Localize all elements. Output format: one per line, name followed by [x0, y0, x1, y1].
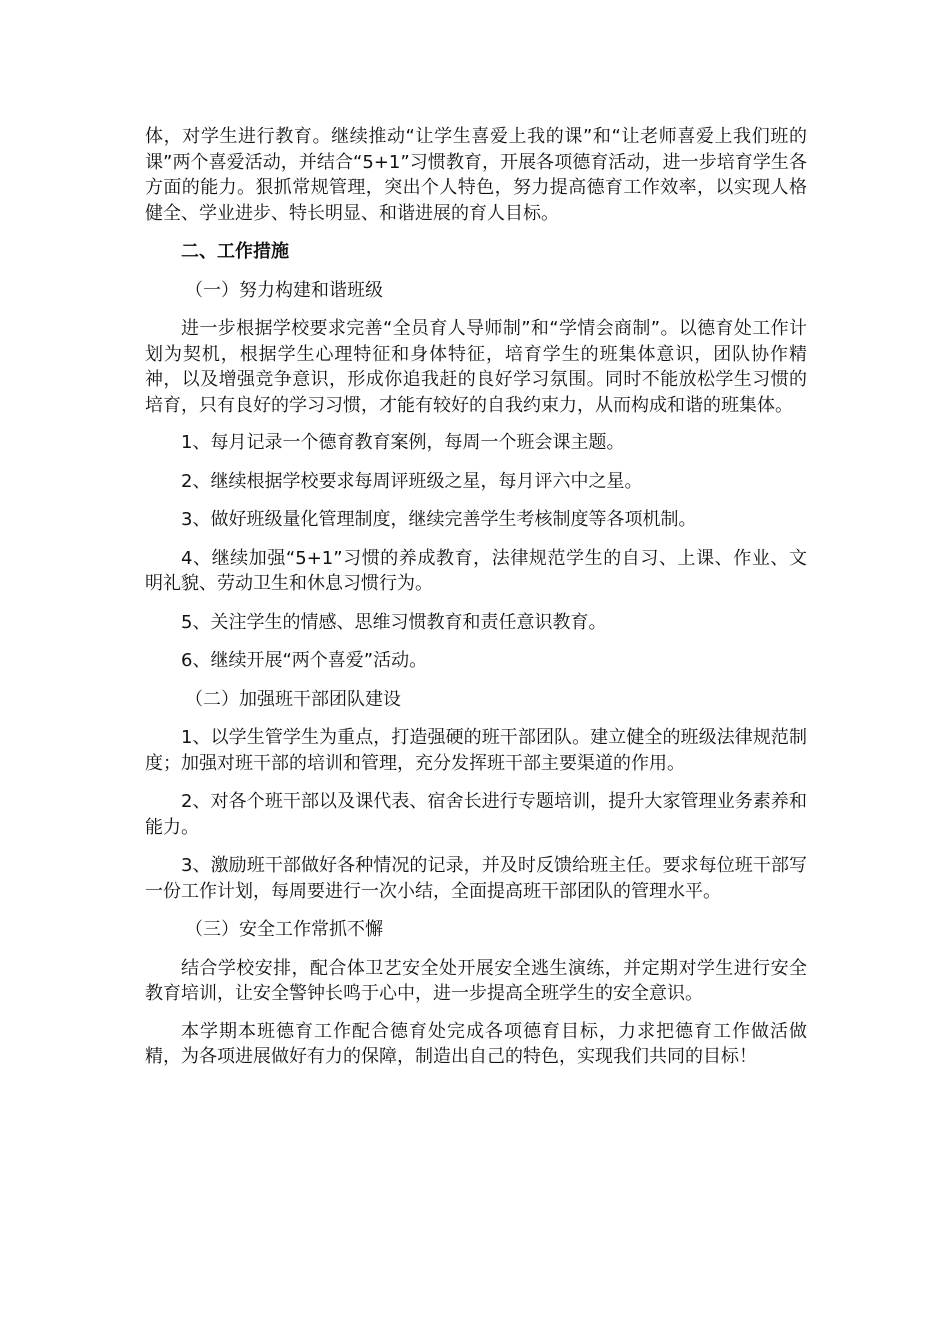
list-item: 2、对各个班干部以及课代表、宿舍长进行专题培训，提升大家管理业务素养和能力。	[145, 791, 807, 838]
list-item: 5、关注学生的情感、思维习惯教育和责任意识教育。	[181, 611, 607, 633]
subsection-1-paragraph: 进一步根据学校要求完善“全员育人导师制”和“学情会商制”。以德育处工作计划为契机，根据学生心理特征和身体特征，培育学生的班集体意识，团队协作精神，以及增强竞争意识，形成你追我赶的良好学习氛围。同时不能放松学生习惯的培育，只有良好的学习习惯，才能有较好的自我约束力，从而构成和谐的班集体。	[145, 318, 807, 416]
subsection-title-3: （三）安全工作常抓不懈	[185, 919, 383, 940]
list-item: 3、激励班干部做好各种情况的记录，并及时反馈给班主任。要求每位班干部写一份工作计划，每周要进行一次小结，全面提高班干部团队的管理水平。	[145, 855, 807, 902]
list-item: 2、继续根据学校要求每周评班级之星，每月评六中之星。	[181, 470, 643, 492]
list-item: 4、继续加强“5+1”习惯的养成教育，法律规范学生的自习、上课、作业、文明礼貌、劳动卫生和休息习惯行为。	[145, 547, 807, 594]
section-title: 二、工作措施	[181, 241, 289, 262]
subsection-title-1: （一）努力构建和谐班级	[185, 279, 383, 301]
closing-paragraph: 本学期本班德育工作配合德育处完成各项德育目标，力求把德育工作做活做精，为各项进展做好有力的保障，制造出自己的特色，实现我们共同的目标！	[145, 1020, 807, 1067]
list-item: 1、每月记录一个德育教育案例，每周一个班会课主题。	[181, 432, 625, 453]
list-item: 3、做好班级量化管理制度，继续完善学生考核制度等各项机制。	[181, 509, 697, 530]
subsection-3-paragraph: 结合学校安排，配合体卫艺安全处开展安全逃生演练，并定期对学生进行安全教育培训，让安全警钟长鸣于心中，进一步提高全班学生的安全意识。	[145, 957, 807, 1004]
subsection-title-2: （二）加强班干部团队建设	[185, 688, 401, 710]
list-item: 1、以学生管学生为重点，打造强硬的班干部团队。建立健全的班级法律规范制度；加强对班干部的培训和管理，充分发挥班干部主要渠道的作用。	[145, 727, 807, 774]
intro-paragraph: 体，对学生进行教育。继续推动“让学生喜爱上我的课”和“让老师喜爱上我们班的课”两个喜爱活动，并结合“5+1”习惯教育，开展各项德育活动，进一步培育学生各方面的能力。狠抓常规管理，突出个人特色，努力提高德育工作效率，以实现人格健全、学业进步、特长明显、和谐进展的育人目标。	[145, 126, 807, 224]
list-item: 6、继续开展“两个喜爱”活动。	[181, 650, 428, 671]
document-page	[145, 124, 807, 1082]
